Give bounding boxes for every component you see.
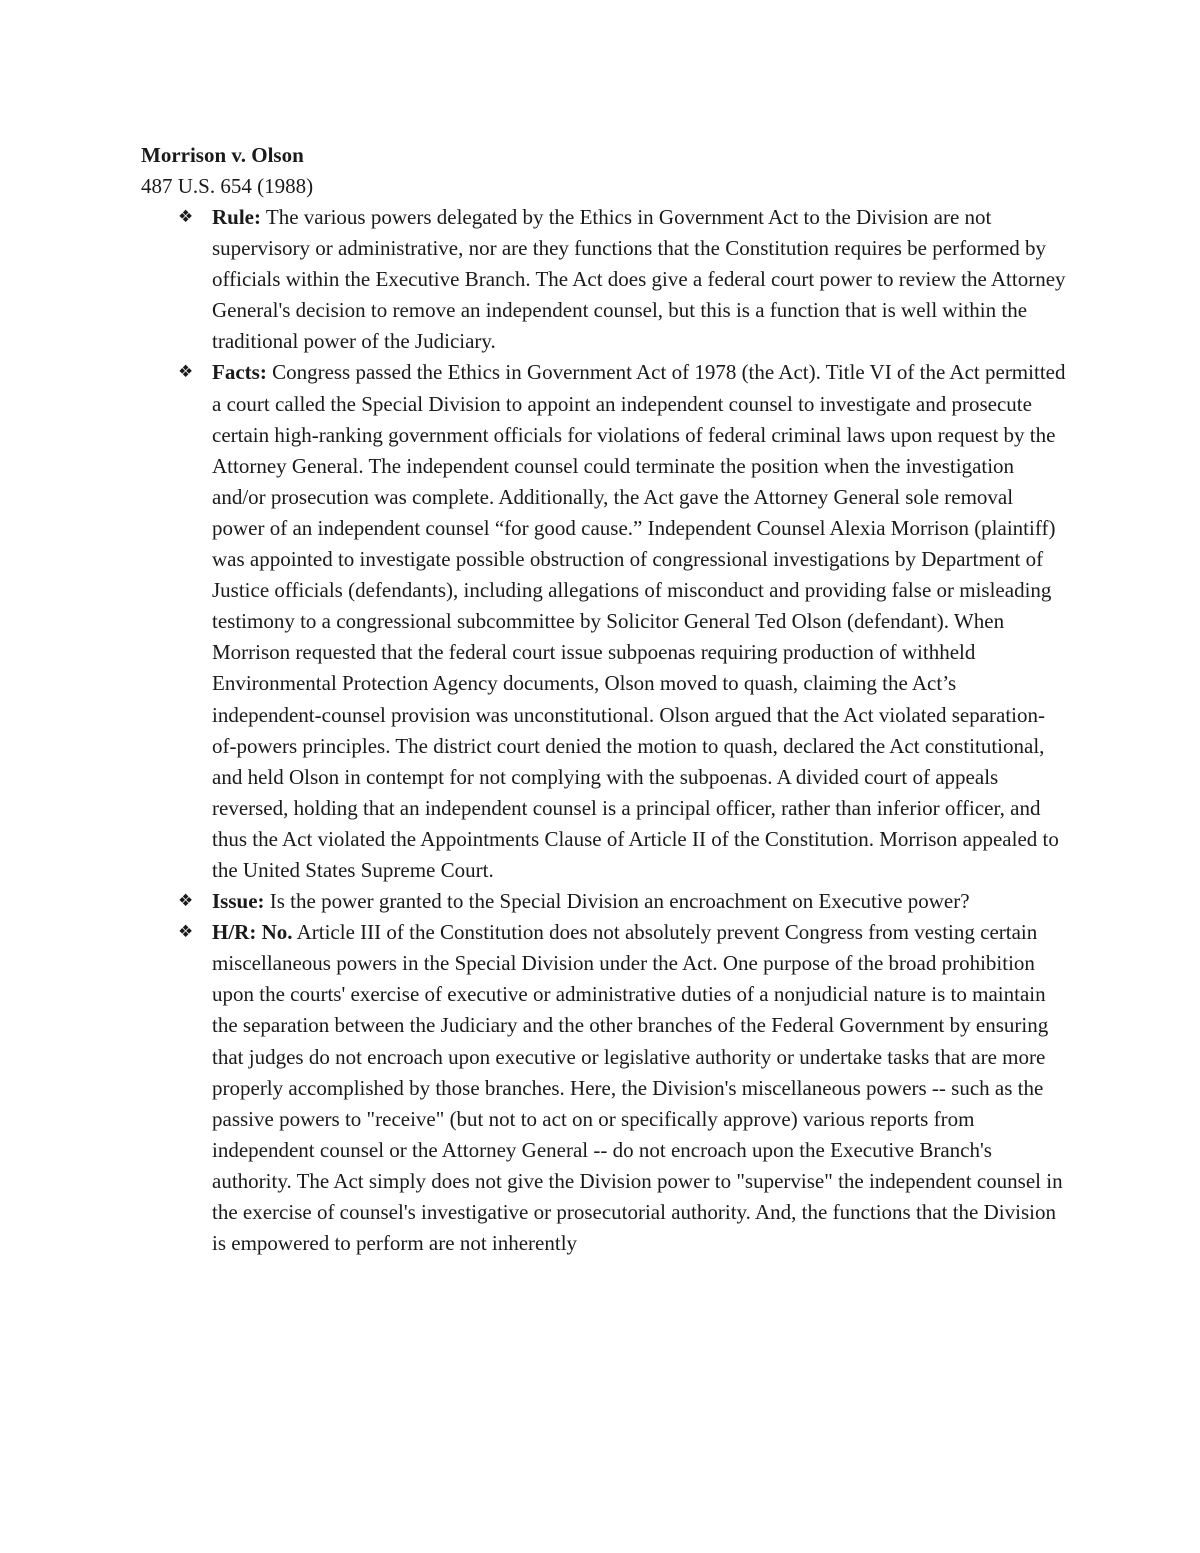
case-citation: 487 U.S. 654 (1988) xyxy=(141,174,314,198)
diamond-bullet-icon: ❖ xyxy=(178,891,194,912)
facts-label: Facts: xyxy=(212,360,267,385)
document-page xyxy=(141,140,1066,1259)
holding-label: H/R: No. xyxy=(212,920,293,945)
rule-section xyxy=(141,202,1066,357)
diamond-bullet-icon: ❖ xyxy=(178,362,194,383)
holding-section xyxy=(141,917,1066,1259)
holding-text: Article III of the Constitution does not absolutely prevent Congress from vesting certain miscellaneous powers in the Special Division under the Act. One purpose of the broad prohibition upon the courts' exercise of executive or administrative duties of a nonjudicial nature is to maintain the separation between the Judiciary and the other branches of the Federal Government by ensuring that judges do not encroach upon executive or legislative authority or undertake tasks that are more properly accomplished by those branches. Here, the Division's miscellaneous powers -- such as the passive powers to "receive" (but not to act on or specifically approve) various reports from independent counsel or the Attorney General -- do not encroach upon the Executive Branch's authority. The Act simply does not give the Division power to "supervise" the independent counsel in the exercise of counsel's investigative or prosecutorial authority. And, the functions that the Division is empowered to perform are not inherently xyxy=(212,920,1063,1256)
issue-text: Is the power granted to the Special Division an encroachment on Executive power? xyxy=(269,889,970,914)
rule-label: Rule: xyxy=(212,205,261,229)
facts-text: Congress passed the Ethics in Government Act of 1978 (the Act). Title VI of the Act permitted a court called the Special Division to appoint an independent counsel to investigate and prosecute certain high-ranking government officials for violations of federal criminal laws upon request by the Attorney General. The independent counsel could terminate the position when the investigation and/or prosecution was complete. Additionally, the Act gave the Attorney General sole removal power of an independent counsel “for good cause.” Independent Counsel Alexia Morrison (plaintiff) was appointed to investigate possible obstruction of congressional investigations by Department of Justice officials (defendants), including allegations of misconduct and providing false or misleading testimony to a congressional subcommittee by Solicitor General Ted Olson (defendant). When Morrison requested that the federal court issue subpoenas requiring production of withheld Environmental Protection Agency documents, Olson moved to quash, claiming the Act’s independent-counsel provision was unconstitutional. Olson argued that the Act violated separation-of-powers principles. The district court denied the motion to quash, declared the Act constitutional, and held Olson in contempt for not complying with the subpoenas. A divided court of appeals reversed, holding that an independent counsel is a principal officer, rather than inferior officer, and thus the Act violated the Appointments Clause of Article II of the Constitution. Morrison appealed to the United States Supreme Court. xyxy=(212,360,1066,882)
case-title: Morrison v. Olson xyxy=(141,143,304,167)
case-brief-list xyxy=(141,202,1066,1259)
rule-text: The various powers delegated by the Ethics in Government Act to the Division are not supervisory or administrative, nor are they functions that the Constitution requires be performed by officials within the Executive Branch. The Act does give a federal court power to review the Attorney General's decision to remove an independent counsel, but this is a function that is well within the traditional power of the Judiciary. xyxy=(212,205,1066,354)
facts-section xyxy=(141,357,1066,886)
diamond-bullet-icon: ❖ xyxy=(178,207,194,227)
issue-label: Issue: xyxy=(212,889,265,914)
issue-section xyxy=(141,886,1066,917)
diamond-bullet-icon: ❖ xyxy=(178,922,194,943)
